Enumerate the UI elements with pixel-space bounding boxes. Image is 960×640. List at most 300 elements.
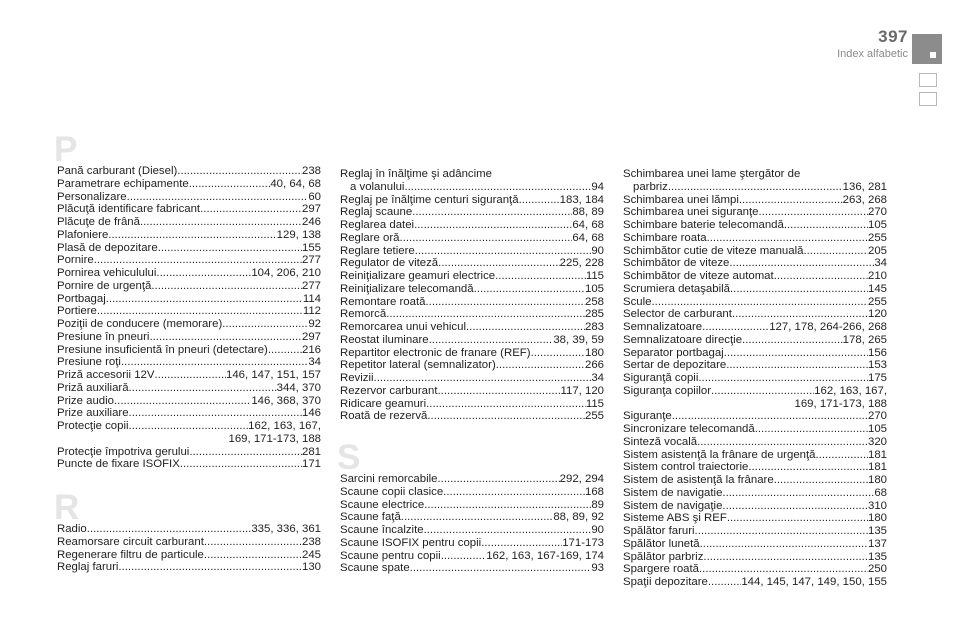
index-entry-term: Portiere [57,305,97,318]
index-entry [340,283,604,296]
index-entry-pages: 40, 64, 68 [270,177,321,190]
index-entry [340,245,604,258]
index-entry-pages: 162, 163, 167, [814,384,887,397]
index-entry-pages: 93 [591,562,604,575]
index-entry-term: Sisteme ABS şi REF [623,512,727,525]
section-letter: R [54,488,80,527]
index-entry-term: Spaţii depozitare [623,576,708,588]
index-entry-term: Puncte de fixare ISOFIX [57,458,180,471]
chapter-tab-mark [930,52,936,58]
index-entry-term: Schimbare baterie telecomandă [623,219,784,231]
index-entry-pages: 34 [308,356,321,369]
index-entry [623,296,887,309]
index-entry-pages: 266 [584,359,604,372]
index-entry [57,549,321,562]
index-section [54,130,321,471]
dot-leader [189,446,302,459]
dot-leader [438,385,561,398]
index-entry-pages: 285 [584,308,604,321]
index-entry-pages: 89 [591,498,604,511]
index-entry [623,257,887,270]
index-entry [623,449,887,462]
index-entry [340,550,604,563]
index-entry-term: Siguranţă copii [623,372,699,384]
index-entry-pages: 64, 68 [572,219,604,231]
index-entry-pages: 94 [591,180,604,193]
index-entry-term: Remorcă [340,308,387,321]
index-entry-pages: 105 [867,423,887,435]
index-entry-term: Spălător parbriz [623,550,704,563]
index-entry-pages: 183, 184 [559,193,604,206]
index-entry-term: Scaune copii clasice [340,485,444,498]
index-entry [57,305,321,318]
index-entry-pages: 162, 163, 167-169, 174 [486,549,604,562]
index-entry-pages: 171-173 [562,536,604,549]
index-entry-term: Reglaj scaune [340,206,413,219]
index-entry-pages: 155 [301,241,321,254]
index-entry-pages: 270 [867,410,887,423]
index-entry-pages: 270 [867,206,887,219]
dot-leader [204,536,302,549]
index-entry-term: Sistem de navigaţie [623,499,723,512]
dot-leader [414,219,572,232]
index-entry-term: Pană carburant (Diesel) [57,165,178,177]
dot-leader [466,321,585,334]
index-entry-term: Plasă de depozitare [57,241,158,254]
index-entry-pages: 88, 89 [572,206,604,219]
dot-leader [496,359,585,372]
index-entry [57,536,321,549]
index-entry-term: Sertar de depozitare [623,359,727,372]
index-entry-pages: 115 [585,397,604,410]
index-section [340,168,604,423]
index-entry-term: Sistem control traiectorie [623,461,749,474]
index-entry-term: Schimbător cutie de viteze manuală [623,244,804,257]
dot-leader [87,523,252,536]
index-entry-term: Plăcuţă identificare fabricant [57,203,201,216]
index-entry-term: Portbagaj [57,292,106,305]
dot-leader [149,331,302,344]
index-entry [340,296,604,309]
index-entry-pages: 135 [867,550,887,563]
index-entry-term: Presiune insuficientă în pneuri (detectare) [57,343,268,356]
index-entry-term: Sistem de navigatie [623,486,723,499]
dot-leader [672,410,868,423]
section-letter: P [54,130,78,169]
index-entry [340,372,604,385]
index-entry [623,219,887,232]
dot-leader [519,194,560,207]
index-entry-pages: 205 [867,244,887,257]
dot-leader [426,398,586,411]
index-entry-pages: 246 [301,216,321,228]
index-entry-pages: 216 [301,343,321,356]
index-entry-pages-cont: 169, 171-173, 188 [228,432,321,445]
index-entry-term: Presiune roţi [57,356,121,369]
index-entry [340,232,604,245]
index-entry-term: Roată de rezervă [340,410,428,423]
index-entry [57,561,321,574]
index-entry-term: Schimbarea unei siguranţe [623,206,759,219]
index-entry-pages: 114 [302,292,321,305]
index-entry-term: Priză auxiliară [57,381,129,394]
index-entry-pages: 181 [867,448,887,461]
index-entry-pages: 105 [584,282,604,295]
dot-leader [424,524,592,537]
index-entry [57,242,321,255]
index-section [337,438,604,575]
index-column-1 [54,130,321,574]
index-entry [623,308,887,321]
index-entry-term: Regenerare filtru de particule [57,548,204,561]
dot-leader [732,308,868,321]
index-entry-term: Reglaj pe înălţime centuri siguranţă [340,193,519,206]
index-entry-term: Repartitor electronic de franare (REF) [340,346,531,359]
index-entry [340,181,604,194]
index-entry [340,334,604,347]
index-entry-pages: 156 [867,346,887,359]
index-entry-pages: 335, 336, 361 [251,523,321,535]
index-entry [623,538,887,551]
index-entry-term: Presiune în pneuri [57,330,150,343]
index-entry-term: Separator portbagaj [623,346,724,359]
index-entry-pages: 38, 39, 59 [553,333,604,346]
index-entry [57,407,321,420]
dot-leader [204,549,302,562]
index-entry [57,165,321,178]
index-entry-term: Repetitor lateral (semnalizator) [340,359,496,372]
index-entry [623,270,887,283]
dot-leader [699,563,868,576]
index-entry [623,334,887,347]
index-entry [340,398,604,411]
index-entry-term: Plafoniere [57,228,109,241]
dot-leader [412,206,572,219]
index-entry [340,486,604,499]
index-entry [57,178,321,191]
index-entry-term: Reiniţializare telecomandă [340,282,474,295]
page-header [837,28,908,60]
index-entry [57,458,321,471]
index-entry-pages: 64, 68 [572,231,604,244]
dot-leader [729,257,874,270]
index-entry [623,232,887,245]
dot-leader [129,382,277,395]
index-entry-term: Semnalizatoare [623,321,703,333]
index-entry-pages: 127, 178, 264-266, 268 [769,321,887,333]
index-entry [57,216,321,229]
index-entry-pages: 277 [301,254,321,267]
index-entry-pages: 255 [867,231,887,244]
dot-leader [140,216,302,229]
index-entry [340,194,604,207]
dot-leader [129,420,249,433]
dot-leader [127,191,309,204]
index-entry [57,420,321,433]
dot-leader [438,257,560,270]
dot-leader [108,229,276,242]
dot-leader [129,407,302,420]
dot-leader [155,369,226,382]
index-entry [623,359,887,372]
index-section [623,168,887,589]
index-entry-term: Poziţii de conducere (memorare) [57,318,223,330]
index-entry-term: Plăcuţe de frână [57,216,140,228]
index-entry-term-cont: parbriz [633,180,668,193]
dot-leader [774,270,868,283]
index-entry-term: Schimbător de viteze [623,257,730,270]
index-entry-pages: 129, 138 [276,228,321,241]
index-entry [340,410,604,423]
index-entry-pages: 112 [302,305,321,318]
index-entry-pages: 238 [301,535,321,548]
index-entry-term: Siguranţa copiilor [623,384,712,397]
index-entry [623,385,887,398]
dot-leader [755,423,868,436]
index-entry-pages: 255 [584,410,604,423]
index-column-3 [623,168,887,589]
dot-leader [156,267,251,280]
dot-leader [711,385,814,398]
index-entry-pages: 180 [867,474,887,486]
index-entry [57,318,321,331]
index-entry-pages: 297 [301,203,321,216]
index-entry-term: Scaune încalzite [340,524,424,536]
index-entry [623,500,887,513]
index-entry [57,331,321,344]
index-entry-pages: 181 [867,461,887,474]
dot-leader [727,512,868,525]
index-entry-pages: 144, 145, 147, 149, 150, 155 [741,576,887,588]
index-entry-pages: 277 [301,279,321,292]
index-entry-term: Scaune spate [340,562,410,575]
dot-leader [158,242,302,255]
index-entry [623,576,887,589]
index-entry-term: Sarcini remorcabile [340,473,438,485]
index-entry-term: Radio [57,523,87,535]
index-entry-pages: 180 [867,512,887,525]
dot-leader [94,254,302,267]
dot-leader [400,232,573,245]
dot-leader [425,296,585,309]
index-entry-term: Scaune pentru copii [340,549,441,562]
index-entry-term: Sinteză vocală [623,435,698,448]
index-entry [623,181,887,194]
index-entry-term: Siguranţe [623,410,672,423]
index-entry [340,270,604,283]
index-entry-pages: 104, 206, 210 [251,267,321,279]
index-entry-term: Personalizare [57,190,127,203]
index-entry-term: Semnalizatoare direcţie [623,333,743,346]
index-entry-pages: 146 [301,407,321,420]
index-entry-term-cont: a volanului [350,180,405,193]
index-entry-term: Ridicare geamuri [340,397,427,410]
dot-leader [200,203,302,216]
index-entry [623,245,887,258]
index-entry-term: Scaune faţă [340,511,401,524]
dot-leader [118,561,302,574]
index-entry [57,369,321,382]
index-entry-pages: 162, 163, 167, [248,420,321,432]
index-entry-pages: 88, 89, 92 [553,511,604,524]
index-entry-term: Schimbare roata [623,231,707,244]
index-entry [57,254,321,267]
chapter-box-1 [919,73,937,87]
dot-leader [803,245,868,258]
dot-leader [268,344,302,357]
index-entry-pages: 180 [584,346,604,359]
index-entry-term: Scaune electrice [340,498,425,511]
index-entry-term: Sincronizare telecomandă [623,423,755,435]
index-entry-term: Scaune ISOFIX pentru copii [340,536,482,549]
index-entry [623,487,887,500]
dot-leader [151,280,302,293]
index-entry [623,436,887,449]
index-entry [623,372,887,385]
index-entry-term: Parametrare echipamente [57,177,189,190]
section-title: Index alfabetic [837,48,908,60]
index-entry-pages: 255 [867,295,887,308]
index-entry-term: Reglaj faruri [57,561,119,574]
dot-leader [189,178,271,191]
dot-leader [759,206,868,219]
index-entry-pages: 135 [867,525,887,537]
index-entry-pages: 171 [301,458,321,471]
index-entry-pages: 263, 268 [842,193,887,206]
index-entry-pages: 281 [301,445,321,458]
index-entry-pages: 105 [867,219,887,231]
index-entry [57,523,321,536]
dot-leader [438,473,560,486]
index-entry [57,203,321,216]
index-entry [623,206,887,219]
index-entry [57,344,321,357]
dot-leader [697,436,868,449]
index-entry-term: Reglaj în înălţime şi adâncime [340,168,492,180]
dot-leader [401,511,554,524]
index-entry [340,562,604,575]
index-entry-term: Spălător faruri [623,525,695,537]
dot-leader [374,372,592,385]
index-entry [340,347,604,360]
dot-leader [415,245,592,258]
index-entry [340,385,604,398]
index-entry-pages: 145 [867,282,887,295]
index-entry [57,356,321,369]
index-entry [623,410,887,423]
dot-leader [481,537,562,550]
index-entry-term: Reglarea datei [340,219,415,231]
index-entry [57,382,321,395]
dot-leader [427,410,585,423]
dot-leader [531,347,585,360]
dot-leader [114,395,251,408]
index-entry [623,525,887,538]
index-entry-pages: 34 [874,257,887,270]
index-entry-pages: 178, 265 [842,333,887,346]
index-entry-pages: 117, 120 [560,384,604,397]
index-entry [340,537,604,550]
dot-leader [177,165,302,178]
index-entry-pages: 175 [867,372,887,384]
index-entry-term: Protecţie copii [57,420,129,432]
index-entry [340,219,604,232]
index-entry-pages-cont: 169, 171-173, 188 [794,397,887,410]
dot-leader [742,334,843,347]
index-entry [623,423,887,436]
index-entry [57,191,321,204]
index-entry-term: Sistem de asistenţă la frânare [623,474,774,486]
dot-leader [695,525,868,538]
index-entry-pages: 90 [591,244,604,257]
index-entry-term: Scrumiera detaşabilă [623,282,730,295]
index-entry-term: Revizii [340,372,374,384]
index-entry-pages: 250 [867,563,887,576]
index-entry-pages: 344, 370 [276,381,321,394]
index-entry [57,280,321,293]
dot-leader [703,551,868,564]
dot-leader [724,347,868,360]
dot-leader [708,576,741,589]
index-entry [623,283,887,296]
index-column-2 [337,168,604,575]
index-entry-pages: 137 [867,537,887,550]
index-entry-pages: 245 [301,548,321,561]
index-entry-pages: 292, 294 [559,473,604,485]
index-entry-pages: 210 [867,270,887,282]
index-entry-pages: 90 [591,524,604,536]
dot-leader [429,334,554,347]
dot-leader [668,181,843,194]
dot-leader [698,372,868,385]
index-entry [623,551,887,564]
index-entry-term: Prize audio [57,394,114,407]
dot-leader [474,283,585,296]
index-entry-pages: 146, 147, 151, 157 [225,369,321,381]
index-entry-term: Remontare roată [340,295,426,308]
dot-leader [726,359,868,372]
index-entry-term: Reiniţializare geamuri electrice [340,270,496,282]
index-entry [57,229,321,242]
index-entry-term: Reglare oră [340,231,400,244]
index-entry [623,563,887,576]
index-entry-term: Schimbarea unei lămpi [623,193,739,206]
index-entry-pages: 297 [301,330,321,343]
index-entry-term: Pornirea vehiculului [57,267,157,279]
index-entry [623,347,887,360]
index-entry [340,473,604,486]
index-entry-term: Prize auxiliare [57,407,129,420]
index-entry [340,308,604,321]
index-entry-term: Protecţie împotriva gerului [57,445,190,458]
index-entry [340,499,604,512]
index-entry [623,512,887,525]
index-entry-term: Spălător lunetă [623,537,700,550]
index-entry-pages: 225, 228 [559,257,604,270]
index-entry-pages: 153 [867,359,887,372]
index-entry-pages: 238 [301,165,321,177]
index-entry-term: Reglare tetiere [340,244,415,257]
index-entry [57,293,321,306]
dot-leader [722,487,874,500]
dot-leader [495,270,586,283]
index-entry [57,395,321,408]
index-entry-pages: 115 [585,270,604,282]
dot-leader [784,219,868,232]
index-entry [340,257,604,270]
index-entry [340,206,604,219]
dot-leader [180,458,302,471]
